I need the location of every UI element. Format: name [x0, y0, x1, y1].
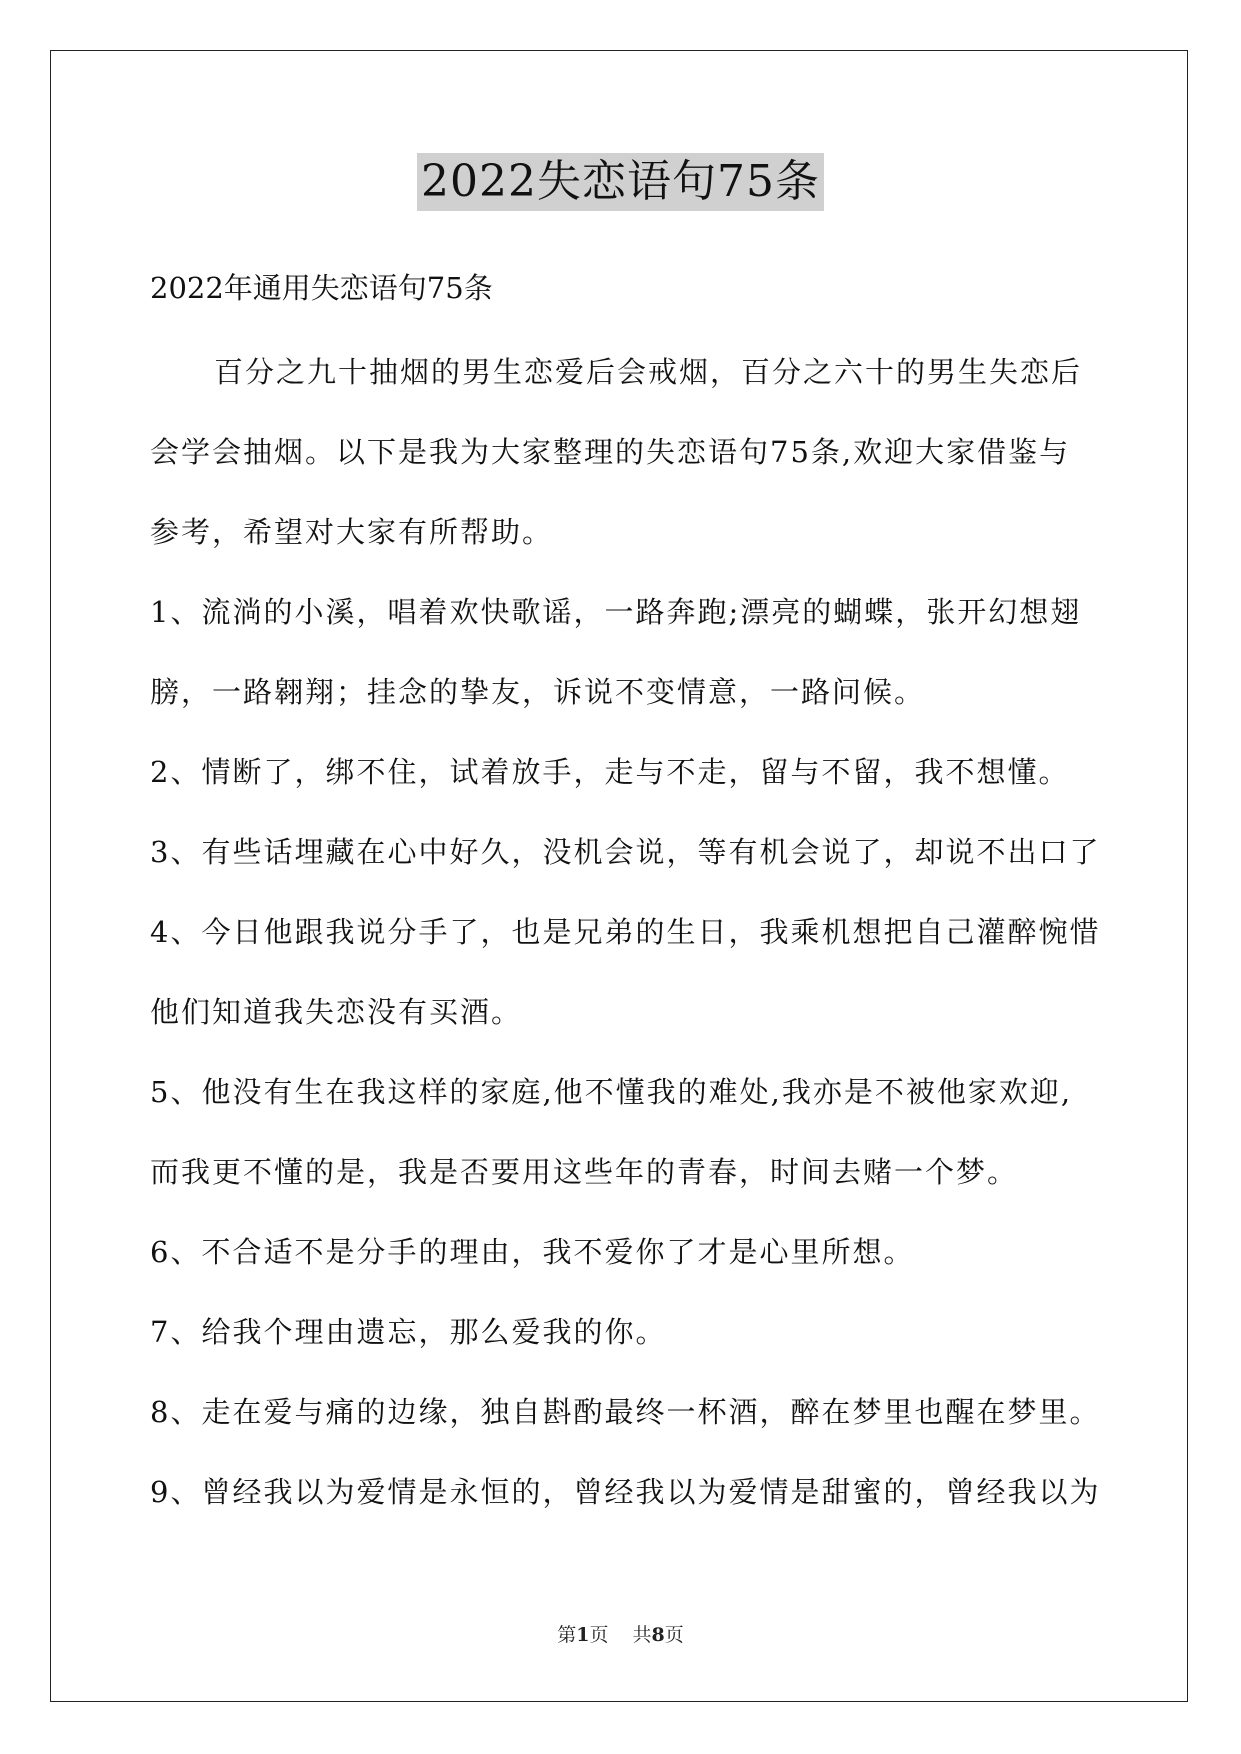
- item-3: 3、有些话埋藏在心中好久，没机会说，等有机会说了，却说不出口了: [150, 835, 1101, 869]
- page-current: 1: [576, 1624, 590, 1646]
- item-7: 7、给我个理由遗忘，那么爱我的你。: [150, 1315, 667, 1349]
- item-4-line-1: 4、今日他跟我说分手了，也是兄弟的生日，我乘机想把自己灌醉惋惜: [150, 915, 1101, 949]
- total-suffix: 页: [664, 1624, 684, 1646]
- document-subtitle: 2022年通用失恋语句75条: [150, 271, 493, 305]
- page-total: 8: [651, 1624, 665, 1646]
- item-1-line-2: 膀，一路翱翔；挂念的挚友，诉说不变情意，一路问候。: [150, 675, 926, 709]
- page-footer: [0, 1620, 1241, 1647]
- item-9-line-1: 9、曾经我以为爱情是永恒的，曾经我以为爱情是甜蜜的，曾经我以为: [150, 1475, 1101, 1509]
- item-1-line-1: 1、流淌的小溪，唱着欢快歌谣，一路奔跑;漂亮的蝴蝶，张开幻想翅: [150, 595, 1082, 629]
- intro-line-1: 百分之九十抽烟的男生恋爱后会戒烟，百分之六十的男生失恋后: [214, 355, 1083, 389]
- item-8: 8、走在爱与痛的边缘，独自斟酌最终一杯酒，醉在梦里也醒在梦里。: [150, 1395, 1101, 1429]
- item-4-line-2: 他们知道我失恋没有买酒。: [150, 995, 523, 1029]
- item-6: 6、不合适不是分手的理由，我不爱你了才是心里所想。: [150, 1235, 915, 1269]
- intro-line-2: 会学会抽烟。以下是我为大家整理的失恋语句75条,欢迎大家借鉴与: [150, 435, 1071, 469]
- total-prefix: 共: [632, 1624, 652, 1646]
- title-container: [0, 153, 1241, 211]
- document-body: [150, 352, 1101, 1552]
- item-2: 2、情断了，绑不住，试着放手，走与不走，留与不留，我不想懂。: [150, 755, 1070, 789]
- item-5-line-2: 而我更不懂的是，我是否要用这些年的青春，时间去赌一个梦。: [150, 1155, 1019, 1189]
- intro-line-3: 参考，希望对大家有所帮助。: [150, 515, 554, 549]
- document-title: 2022失恋语句75条: [417, 153, 824, 211]
- page-suffix: 页: [589, 1624, 609, 1646]
- page-prefix: 第: [557, 1624, 577, 1646]
- item-5-line-1: 5、他没有生在我这样的家庭,他不懂我的难处,我亦是不被他家欢迎,: [150, 1075, 1073, 1109]
